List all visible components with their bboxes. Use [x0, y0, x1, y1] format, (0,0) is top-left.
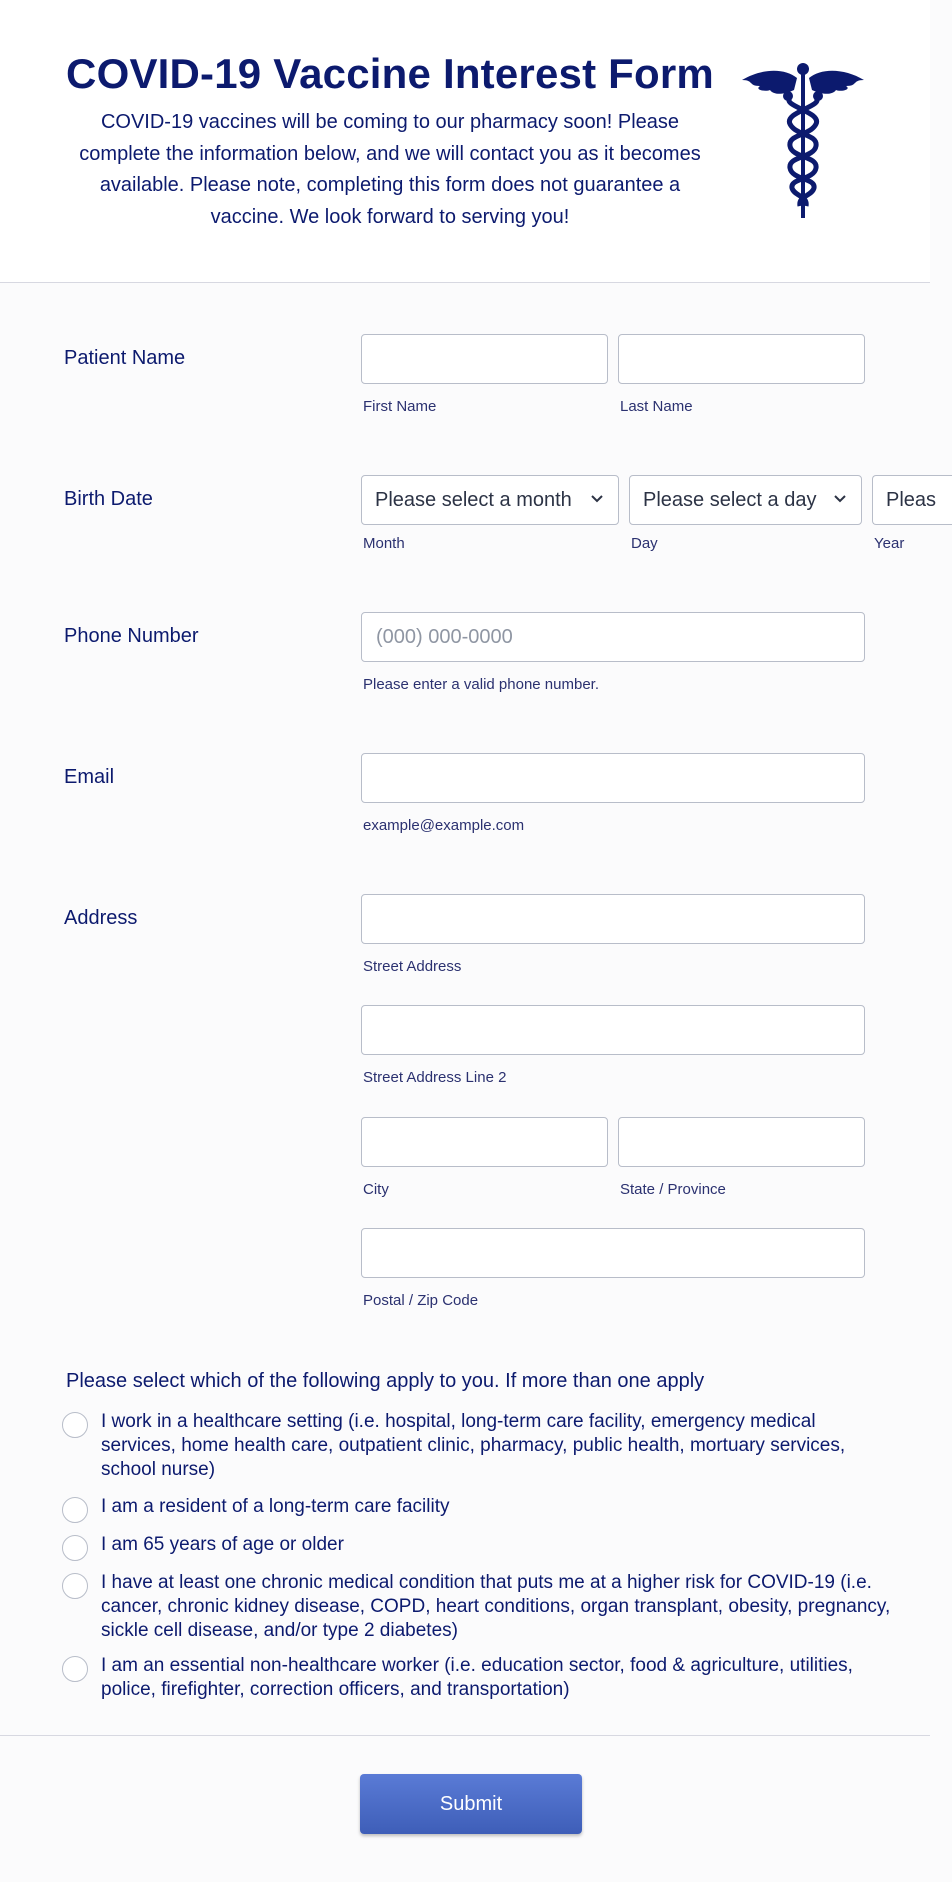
last-name-input[interactable] — [618, 334, 865, 384]
birth-day-select[interactable] — [629, 475, 862, 525]
city-sublabel: City — [363, 1181, 389, 1198]
street-address-input[interactable] — [361, 894, 865, 944]
option-label: I am an essential non-healthcare worker (i.e. education sector, food & agriculture, utilities, police, firefighter, correction officers, and transportation) — [101, 1655, 853, 1700]
last-name-sublabel: Last Name — [620, 398, 693, 415]
first-name-sublabel: First Name — [363, 398, 437, 415]
email-label: Email — [64, 766, 115, 788]
chevron-down-icon — [590, 492, 604, 506]
phone-number-sublabel: Please enter a valid phone number. — [363, 676, 599, 693]
zip-code-sublabel: Postal / Zip Code — [363, 1292, 479, 1309]
street-address-line2-sublabel: Street Address Line 2 — [363, 1069, 507, 1086]
birth-year-select[interactable] — [872, 475, 952, 525]
birth-date-label: Birth Date — [64, 488, 153, 510]
option-label: I have at least one chronic medical condition that puts me at a higher risk for COVID-19 (i.e. cancer, chronic kidney disease, COPD, heart conditions, organ transplant, obesity, pregnancy, sickle cell disease, and/or type 2 diabetes) — [101, 1572, 891, 1641]
address-label: Address — [64, 907, 138, 929]
day-sublabel: Day — [631, 535, 658, 552]
form-description: COVID-19 vaccines will be coming to our pharmacy soon! Please complete the information below, and we will contact you as it becomes available. Please note, completing this form does not guarantee a vaccine. We look forward to serving you! — [79, 111, 701, 228]
month-sublabel: Month — [363, 535, 405, 552]
first-name-input[interactable] — [361, 334, 608, 384]
birth-day-value: Please select a day — [643, 489, 817, 511]
state-input[interactable] — [618, 1117, 865, 1167]
submit-button[interactable]: Submit — [360, 1774, 582, 1834]
radio-button[interactable] — [62, 1573, 88, 1599]
patient-name-label: Patient Name — [64, 347, 186, 369]
option-label: I work in a healthcare setting (i.e. hospital, long-term care facility, emergency medical services, home health care, outpatient clinic, pharmacy, public health, mortuary services, school nurse) — [101, 1411, 846, 1480]
form-title: COVID-19 Vaccine Interest Form — [66, 50, 714, 97]
form-header — [0, 0, 930, 283]
birth-month-select[interactable] — [361, 475, 619, 525]
birth-month-value: Please select a month — [375, 489, 572, 511]
option-label: I am 65 years of age or older — [101, 1534, 344, 1555]
city-input[interactable] — [361, 1117, 608, 1167]
radio-button[interactable] — [62, 1412, 88, 1438]
email-input[interactable] — [361, 753, 865, 803]
birth-year-value: Pleas — [886, 489, 937, 511]
state-sublabel: State / Province — [620, 1181, 726, 1198]
caduceus-icon — [740, 60, 866, 220]
phone-number-input[interactable] — [361, 612, 865, 662]
option-label: I am a resident of a long-term care facility — [101, 1496, 450, 1517]
year-sublabel: Year — [874, 535, 905, 552]
zip-code-input[interactable] — [361, 1228, 865, 1278]
radio-button[interactable] — [62, 1535, 88, 1561]
divider — [0, 1735, 930, 1736]
email-sublabel: example@example.com — [363, 817, 525, 834]
radio-button[interactable] — [62, 1497, 88, 1523]
radio-button[interactable] — [62, 1656, 88, 1682]
street-address-line2-input[interactable] — [361, 1005, 865, 1055]
chevron-down-icon — [833, 492, 847, 506]
eligibility-question: Please select which of the following apply to you. If more than one apply — [66, 1370, 705, 1392]
phone-number-label: Phone Number — [64, 625, 199, 647]
street-address-sublabel: Street Address — [363, 958, 462, 975]
